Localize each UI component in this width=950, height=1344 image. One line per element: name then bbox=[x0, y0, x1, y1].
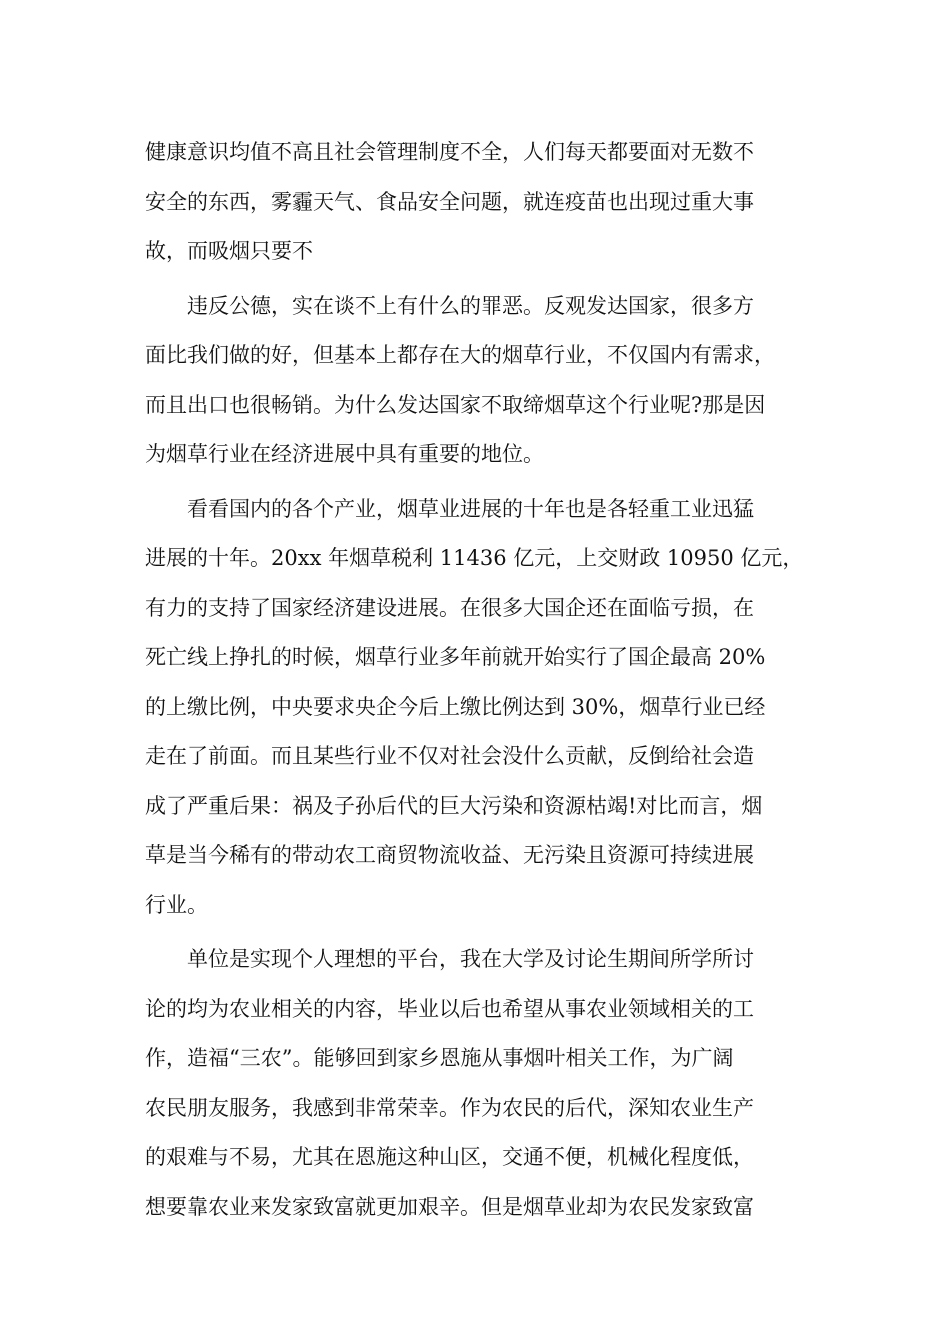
text-line: 死亡线上挣扎的时候，烟草行业多年前就开始实行了国企最高 20% bbox=[145, 645, 766, 669]
text-line: 草是当今稀有的带动农工商贸物流收益、无污染且资源可持续进展 bbox=[145, 843, 754, 867]
text-line: 故，而吸烟只要不 bbox=[145, 239, 313, 263]
text-line: 面比我们做的好，但基本上都存在大的烟草行业，不仅国内有需求， bbox=[145, 343, 775, 367]
text-line: 想要靠农业来发家致富就更加艰辛。但是烟草业却为农民发家致富 bbox=[145, 1194, 754, 1219]
text-line: 进展的十年。20xx 年烟草税利 11436 亿元，上交财政 10950 亿元， bbox=[145, 546, 804, 570]
text-line: 作，造福“三农”。能够回到家乡恩施从事烟叶相关工作，为广阔 bbox=[145, 1046, 734, 1070]
text-line: 安全的东西，雾霾天气、食品安全问题，就连疫苗也出现过重大事 bbox=[145, 189, 754, 214]
text-line: 论的均为农业相关的内容，毕业以后也希望从事农业领域相关的工 bbox=[145, 996, 754, 1021]
text-line: 成了严重后果：祸及子孙后代的巨大污染和资源枯竭!对比而言，烟 bbox=[145, 793, 763, 818]
text-line: 有力的支持了国家经济建设进展。在很多大国企还在面临亏损，在 bbox=[145, 595, 754, 620]
text-line: 违反公德，实在谈不上有什么的罪恶。反观发达国家，很多方 bbox=[187, 293, 754, 318]
text-line: 而且出口也很畅销。为什么发达国家不取缔烟草这个行业呢?那是因 bbox=[145, 392, 766, 417]
text-line: 为烟草行业在经济进展中具有重要的地位。 bbox=[145, 442, 544, 466]
text-line: 健康意识均值不高且社会管理制度不全，人们每天都要面对无数不 bbox=[145, 140, 754, 164]
text-line: 农民朋友服务，我感到非常荣幸。作为农民的后代，深知农业生产 bbox=[145, 1095, 754, 1120]
document-body bbox=[145, 128, 815, 1232]
text-line: 的艰难与不易，尤其在恩施这种山区，交通不便，机械化程度低， bbox=[145, 1145, 754, 1169]
text-line: 的上缴比例，中央要求央企今后上缴比例达到 30%，烟草行业已经 bbox=[145, 694, 766, 719]
text-line: 单位是实现个人理想的平台，我在大学及讨论生期间所学所讨 bbox=[187, 947, 754, 971]
text-line: 看看国内的各个产业，烟草业进展的十年也是各轻重工业迅猛 bbox=[187, 496, 754, 521]
text-line: 走在了前面。而且某些行业不仅对社会没什么贡献，反倒给社会造 bbox=[145, 744, 754, 768]
text-line: 行业。 bbox=[145, 892, 208, 917]
